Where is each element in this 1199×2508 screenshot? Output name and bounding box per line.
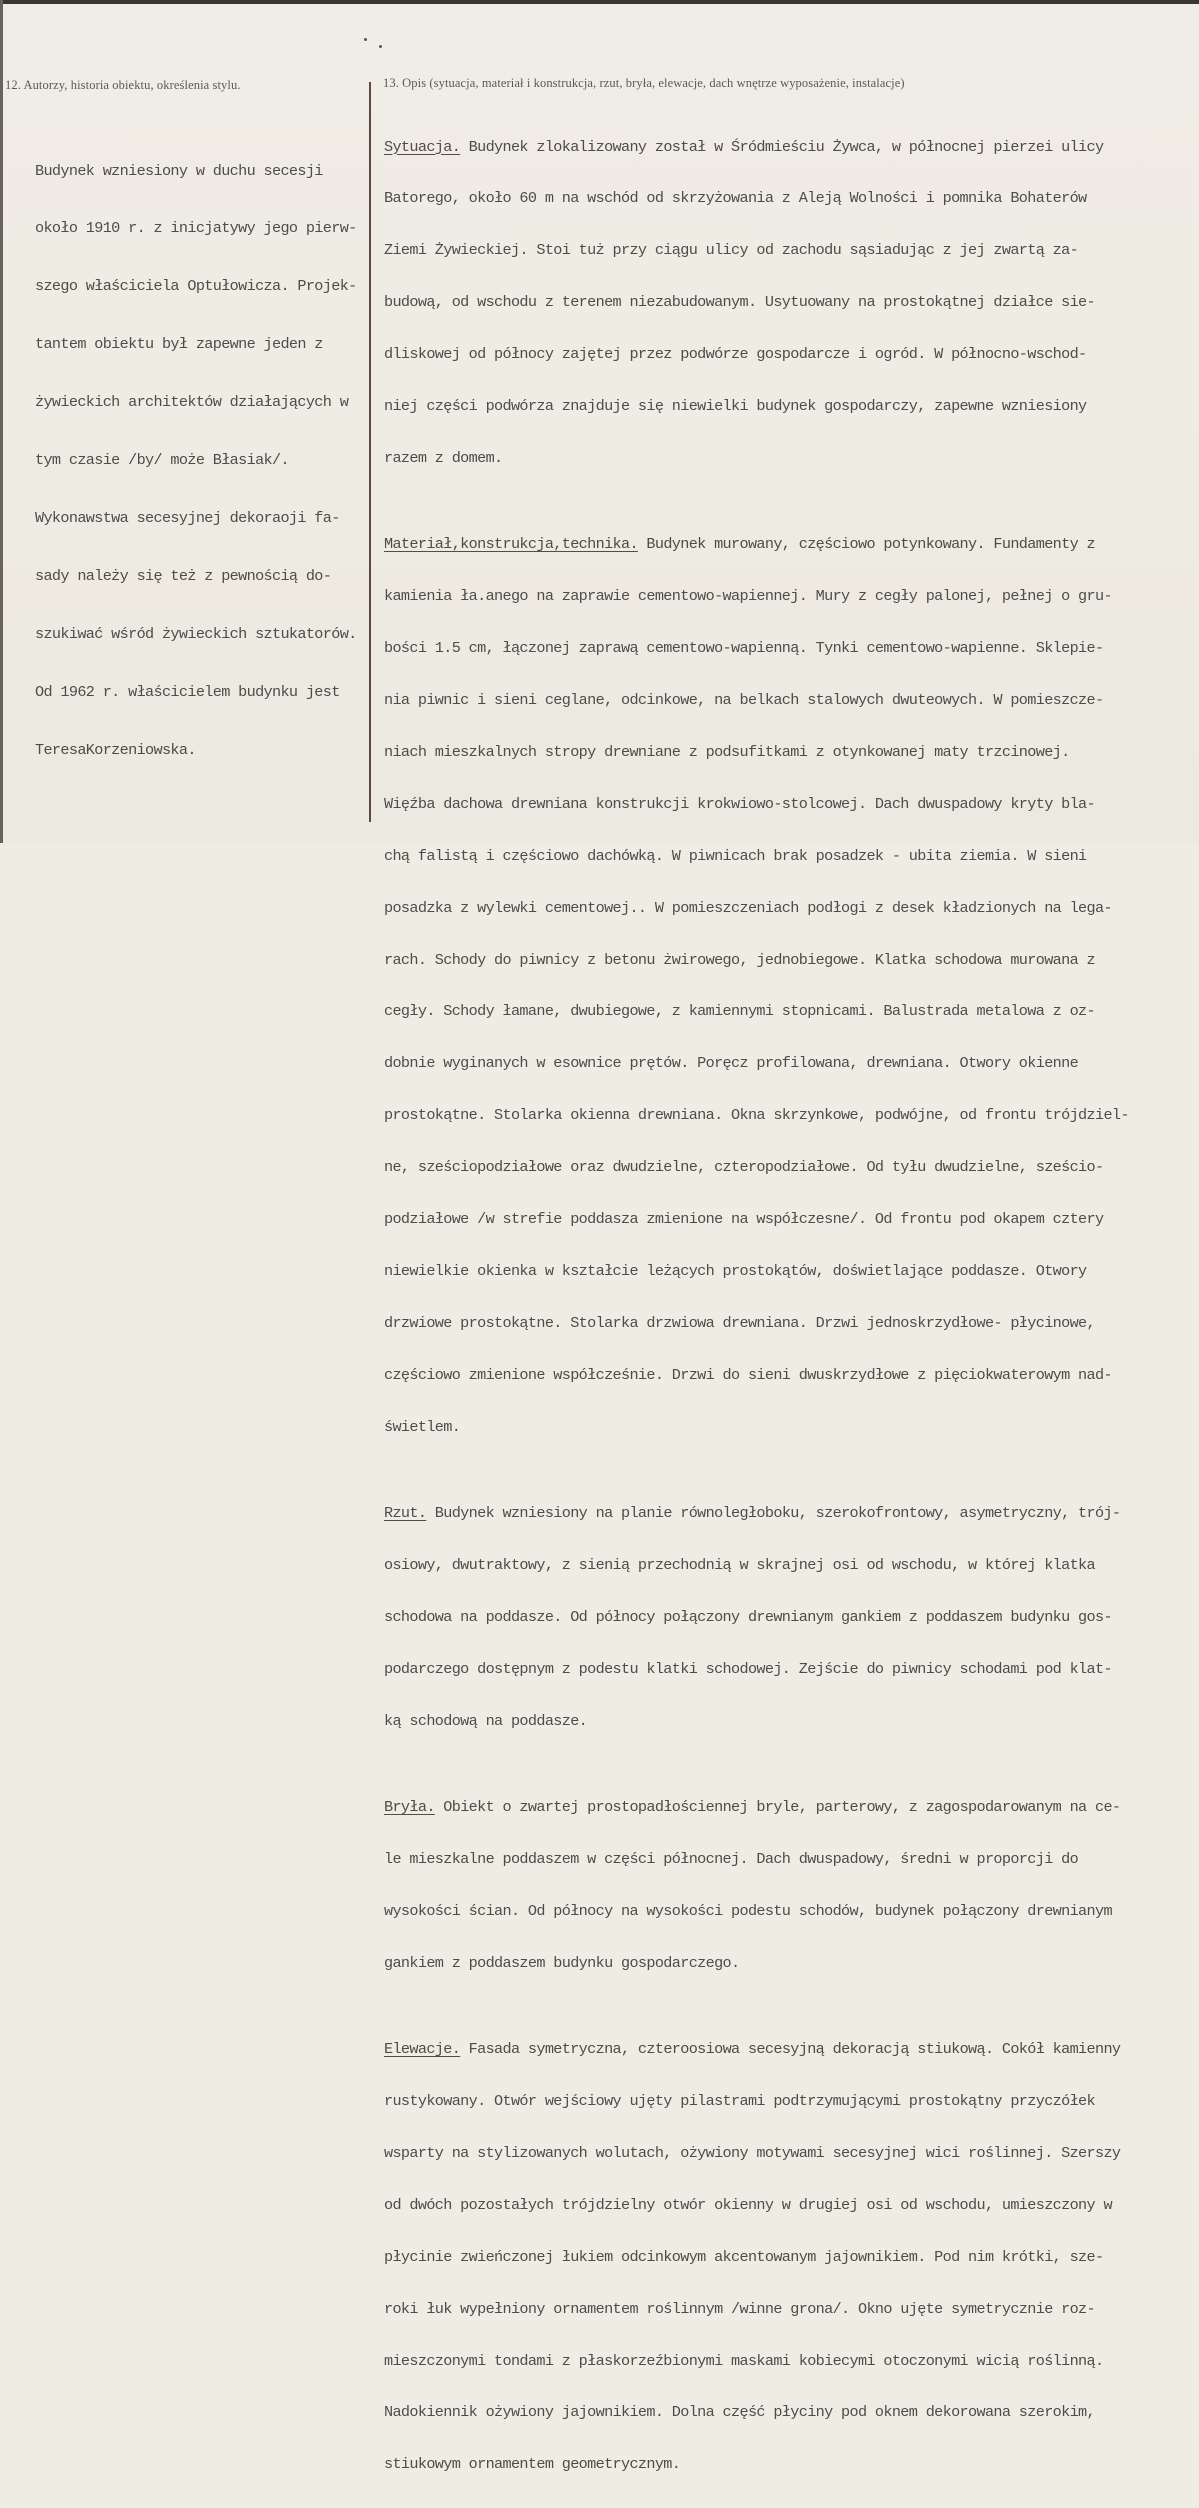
history-line: żywieckich architektów działających w — [35, 393, 349, 412]
paragraph-line: dliskowej od północy zajętej przez podwórze gospodarcze i ogród. W północno-wschod- — [384, 345, 1087, 364]
paragraph-line: cegły. Schody łamane, dwubiegowe, z kamiennymi stopnicami. Balustrada metalowa z oz- — [384, 1002, 1095, 1021]
paragraph-text: Obiekt o zwartej prostopadłościennej bryle, parterowy, z zagospodarowanym na ce- — [434, 1798, 1121, 1817]
paragraph-line: ne, sześciopodziałowe oraz dwudzielne, czteropodziałowe. Od tyłu dwudzielne, sześcio- — [384, 1158, 1104, 1177]
history-line: Wykonawstwa secesyjnej dekoraoji fa- — [35, 508, 340, 527]
history-line: Budynek wzniesiony w duchu secesji — [35, 161, 323, 180]
paragraph-line: drzwiowe prostokątne. Stolarka drzwiowa drewniana. Drzwi jednoskrzydłowe- płycinowe, — [384, 1313, 1095, 1332]
paragraph-elewacje — [384, 2007, 1184, 2508]
paragraph-first-line — [384, 2041, 1184, 2058]
paragraph-line: budową, od wschodu z terenem niezabudowanym. Usytuowany na prostokątnej działce sie- — [384, 293, 1095, 312]
paragraph-line: osiowy, dwutraktowy, z sienią przechodnią w skrajnej osi od wschodu, w której klatka — [384, 1555, 1095, 1574]
history-line: Od 1962 r. właścicielem budynku jest — [35, 682, 340, 701]
history-line: tym czasie /by/ może Błasiak/. — [35, 451, 289, 470]
paragraph-line: podziałowe /w strefie poddasza zmienione na współczesne/. Od frontu pod okapem cztery — [384, 1210, 1104, 1228]
paragraph-line: od dwóch pozostałych trójdzielny otwór okienny w drugiej osi od wschodu, umieszczony w — [384, 2195, 1112, 2214]
paragraph-line: razem z domem. — [384, 448, 503, 467]
paragraph-line: posadzka z wylewki cementowej.. W pomieszczeniach podłogi z desek kładzionych na lega- — [384, 898, 1112, 917]
paragraph-line: rustykowany. Otwór wejściowy ujęty pilastrami podtrzymującymi prostokątny przyczółek — [384, 2092, 1095, 2111]
paragraph-text: Budynek zlokalizowany został w Śródmieściu Żywca, w północnej pierzei ulicy — [460, 137, 1104, 156]
paragraph-text: Fasada symetryczna, czteroosiowa secesyjną dekoracją stiukową. Cokół kamienny — [460, 2040, 1121, 2059]
history-line: około 1910 r. z inicjatywy jego pierw- — [35, 219, 357, 238]
paragraph-line: Batorego, około 60 m na wschód od skrzyżowania z Aleją Wolności i pomnika Bohaterów — [384, 189, 1087, 208]
history-line: sady należy się też z pewnością do- — [35, 566, 332, 585]
paragraph-line: wsparty na stylizowanych wolutach, ożywiony motywami secesyjnej wici roślinnej. Szerszy — [384, 2144, 1121, 2163]
paragraph-line: podarczego dostępnym z podestu klatki schodowej. Zejście do piwnicy schodami pod klat- — [384, 1659, 1112, 1678]
paragraph-line: prostokątne. Stolarka okienna drewniana. Okna skrzynkowe, podwójne, od frontu trójdziel- — [384, 1106, 1129, 1125]
paragraph-line: nia piwnic i sieni ceglane, odcinkowe, na belkach stalowych dwuteowych. W pomieszcze- — [384, 691, 1104, 710]
paragraph-line: kamienia ła.anego na zaprawie cementowo-wapiennej. Mury z cegły palonej, pełnej o gru- — [384, 587, 1112, 606]
history-line: szukiwać wśród żywieckich sztukatorów. — [35, 624, 357, 643]
paragraph-title: Rzut. — [384, 1504, 427, 1523]
paragraph-line: świetlem. — [384, 1417, 461, 1436]
paragraph-first-line — [384, 139, 1184, 156]
paragraph-line: niej części podwórza znajduje się niewielki budynek gospodarczy, zapewne wzniesiony — [384, 397, 1087, 416]
history-line: TeresaKorzeniowska. — [35, 740, 196, 759]
speck-mark — [364, 38, 367, 41]
paragraph-first-line — [384, 1505, 1184, 1522]
paragraph-line: bości 1.5 cm, łączonej zaprawą cementowo-wapienną. Tynki cementowo-wapienne. Sklepie- — [384, 639, 1104, 658]
history-line: tantem obiektu był zapewne jeden z — [35, 335, 323, 354]
paragraph-line: częściowo zmienione współcześnie. Drzwi do sieni dwuskrzydłowe z pięciokwaterowym nad- — [384, 1365, 1112, 1384]
paragraph-title: Sytuacja. — [384, 137, 461, 156]
paragraph-line: gankiem z poddaszem budynku gospodarczego. — [384, 1953, 740, 1972]
paragraph-material — [384, 502, 1184, 1471]
section-12-heading: 12. Autorzy, historia obiektu, określenia stylu. — [5, 78, 241, 92]
paragraph-line: niach mieszkalnych stropy drewniane z podsufitkami z otynkowanej maty trzcinowej. — [384, 742, 1070, 761]
paragraph-first-line — [384, 536, 1184, 553]
column-divider — [369, 82, 371, 822]
description-text-block — [384, 104, 1184, 2508]
paragraph-line: schodowa na poddasze. Od północy połączony drewnianym gankiem z poddaszem budynku gos- — [384, 1607, 1112, 1626]
section-13-heading: 13. Opis (sytuacja, materiał i konstrukcja, rzut, bryła, elewacje, dach wnętrze wyposażenie, instalacje) — [383, 76, 905, 90]
paragraph-title: Materiał,konstrukcja,technika. — [384, 535, 638, 554]
paragraph-line: stiukowym ornamentem geometrycznym. — [384, 2455, 681, 2474]
paragraph-text: Budynek wzniesiony na planie równoległoboku, szerokofrontowy, asymetryczny, trój- — [426, 1504, 1121, 1523]
paragraph-line: Więźba dachowa drewniana konstrukcji krokwiowo-stolcowej. Dach dwuspadowy kryty bla- — [384, 794, 1095, 813]
paragraph-rzut — [384, 1470, 1184, 1764]
speck-mark — [379, 45, 382, 48]
paragraph-line: dobnie wyginanych w esownice prętów. Poręcz profilowana, drewniana. Otwory okienne — [384, 1054, 1079, 1073]
paragraph-line: le mieszkalne poddaszem w części północnej. Dach dwuspadowy, średni w proporcji do — [384, 1849, 1079, 1868]
history-text-block — [35, 123, 365, 779]
paragraph-line: Ziemi Żywieckiej. Stoi tuż przy ciągu ulicy od zachodu sąsiadując z jej zwartą za- — [384, 241, 1079, 260]
history-line: szego właściciela Optułowicza. Projek- — [35, 277, 357, 296]
paragraph-line: ką schodową na poddasze. — [384, 1711, 588, 1730]
paragraph-bryla — [384, 1765, 1184, 2007]
paragraph-line: roki łuk wypełniony ornamentem roślinnym /winne grona/. Okno ujęte symetrycznie roz- — [384, 2299, 1095, 2318]
paragraph-line: Nadokiennik ożywiony jajownikiem. Dolna część płyciny pod oknem dekorowana szerokim, — [384, 2403, 1095, 2422]
paragraph-text: Budynek murowany, częściowo potynkowany. Fundamenty z — [637, 535, 1095, 554]
paragraph-first-line — [384, 1799, 1184, 1816]
paragraph-line: niewielkie okienka w kształcie leżących prostokątów, doświetlające poddasze. Otwory — [384, 1261, 1087, 1280]
paragraph-title: Bryła. — [384, 1798, 435, 1817]
paragraph-line: wysokości ścian. Od północy na wysokości podestu schodów, budynek połączony drewnianym — [384, 1901, 1112, 1920]
paragraph-sytuacja — [384, 104, 1184, 502]
paragraph-line: płycinie zwieńczonej łukiem odcinkowym akcentowanym jajownikiem. Pod nim krótki, sze- — [384, 2247, 1104, 2266]
paragraph-line: chą falistą i częściowo dachówką. W piwnicach brak posadzek - ubita ziemia. W sieni — [384, 846, 1087, 865]
paragraph-line: rach. Schody do piwnicy z betonu żwirowego, jednobiegowe. Klatka schodowa murowana z — [384, 950, 1095, 969]
paragraph-title: Elewacje. — [384, 2040, 461, 2059]
paragraph-line: mieszczonymi tondami z płaskorzeźbionymi maskami kobiecymi otoczonymi wicią roślinną. — [384, 2351, 1104, 2370]
